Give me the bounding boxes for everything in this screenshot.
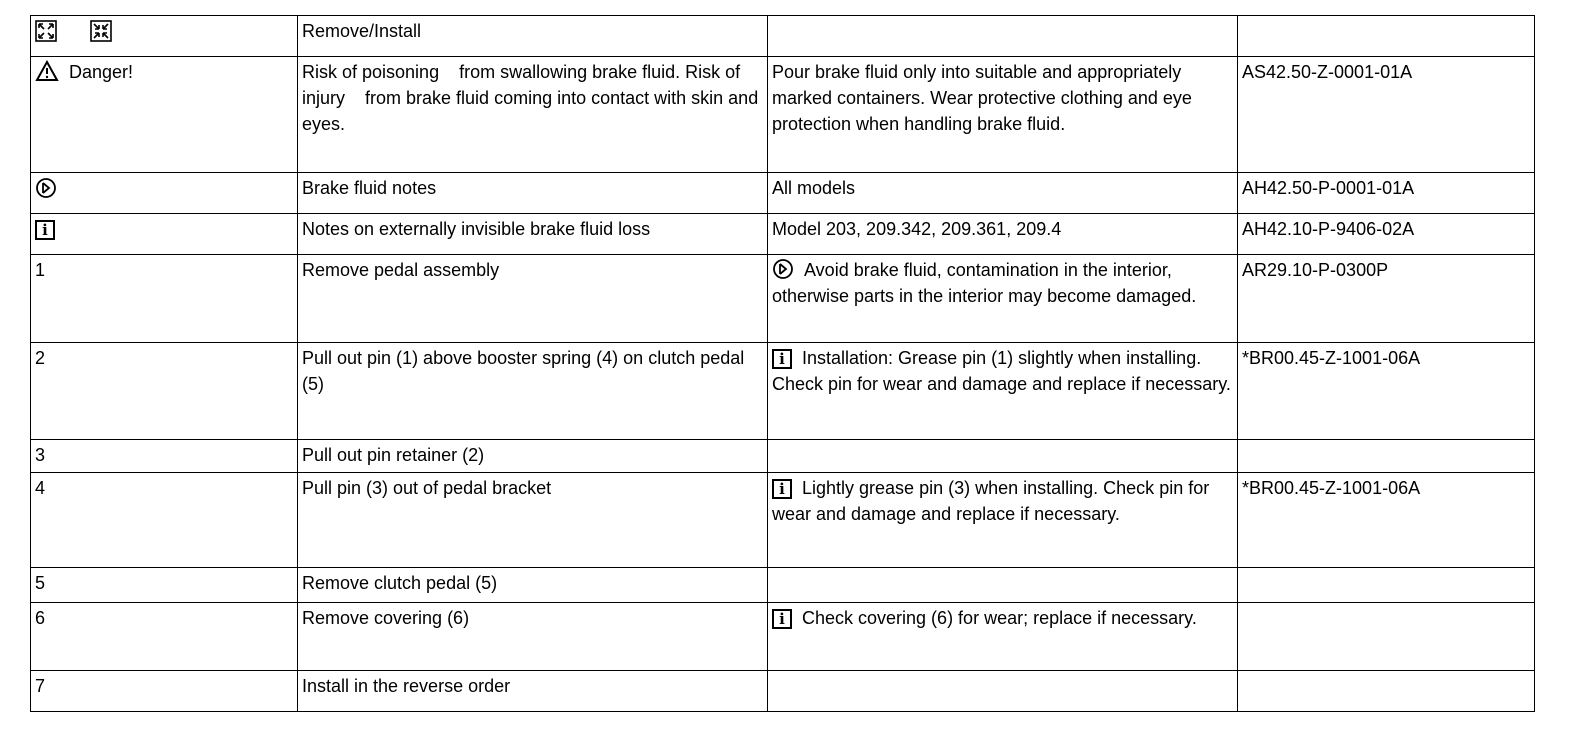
step-row <box>31 255 1535 343</box>
step-number: 6 <box>31 603 298 671</box>
step-row <box>31 440 1535 473</box>
step-ref <box>1238 671 1535 712</box>
step-row <box>31 671 1535 712</box>
danger-cell <box>31 57 298 173</box>
step-note <box>768 473 1238 568</box>
step-ref: *BR00.45-Z-1001-06A <box>1238 343 1535 440</box>
install-icon <box>90 20 112 42</box>
step-number: 3 <box>31 440 298 473</box>
step-note-text: Avoid brake fluid, contamination in the interior, otherwise parts in the interior may become damaged. <box>772 260 1197 306</box>
note-label: Notes on externally invisible brake fluid loss <box>298 214 768 255</box>
procedure-table <box>30 15 1535 712</box>
warning-triangle-icon <box>35 60 59 82</box>
note-detail: All models <box>768 173 1238 214</box>
danger-ref: AS42.50-Z-0001-01A <box>1238 57 1535 173</box>
step-note <box>768 440 1238 473</box>
step-action: Pull pin (3) out of pedal bracket <box>298 473 768 568</box>
step-action: Remove covering (6) <box>298 603 768 671</box>
danger-hazard: Risk of poisoning from swallowing brake fluid. Risk of injury from brake fluid coming into contact with skin and eyes. <box>298 57 768 173</box>
step-note-text: Lightly grease pin (3) when installing. Check pin for wear and damage and replace if necessary. <box>772 478 1210 524</box>
step-action: Remove clutch pedal (5) <box>298 568 768 603</box>
step-row <box>31 568 1535 603</box>
step-number: 7 <box>31 671 298 712</box>
step-note <box>768 603 1238 671</box>
step-action: Pull out pin (1) above booster spring (4) on clutch pedal (5) <box>298 343 768 440</box>
note-label: Brake fluid notes <box>298 173 768 214</box>
step-action: Remove pedal assembly <box>298 255 768 343</box>
step-ref <box>1238 568 1535 603</box>
step-ref <box>1238 440 1535 473</box>
step-number: 1 <box>31 255 298 343</box>
info-box-icon: i <box>772 479 792 499</box>
step-ref <box>1238 603 1535 671</box>
step-number: 5 <box>31 568 298 603</box>
note-row <box>31 214 1535 255</box>
header-notes <box>768 16 1238 57</box>
step-action: Pull out pin retainer (2) <box>298 440 768 473</box>
info-box-icon: i <box>772 609 792 629</box>
step-row <box>31 343 1535 440</box>
step-ref: *BR00.45-Z-1001-06A <box>1238 473 1535 568</box>
step-number: 4 <box>31 473 298 568</box>
remove-install-icons-cell <box>31 16 298 57</box>
danger-measure: Pour brake fluid only into suitable and appropriately marked containers. Wear protective clothing and eye protection when handling brake fluid. <box>768 57 1238 173</box>
danger-row <box>31 57 1535 173</box>
step-action: Install in the reverse order <box>298 671 768 712</box>
header-row <box>31 16 1535 57</box>
header-label: Remove/Install <box>298 16 768 57</box>
note-ref: AH42.10-P-9406-02A <box>1238 214 1535 255</box>
danger-label: Danger! <box>69 62 134 82</box>
note-arrow-icon <box>772 258 794 280</box>
step-note <box>768 255 1238 343</box>
step-note-text: Installation: Grease pin (1) slightly when installing. Check pin for wear and damage and replace if necessary. <box>772 348 1231 394</box>
note-ref: AH42.50-P-0001-01A <box>1238 173 1535 214</box>
note-arrow-icon <box>35 177 57 199</box>
step-note <box>768 343 1238 440</box>
step-note-text: Check covering (6) for wear; replace if necessary. <box>802 608 1197 628</box>
note-row <box>31 173 1535 214</box>
info-box-icon: i <box>772 349 792 369</box>
note-detail: Model 203, 209.342, 209.361, 209.4 <box>768 214 1238 255</box>
step-note <box>768 671 1238 712</box>
info-box-icon: i <box>35 220 55 240</box>
step-ref: AR29.10-P-0300P <box>1238 255 1535 343</box>
remove-icon <box>35 20 57 42</box>
step-note <box>768 568 1238 603</box>
step-row <box>31 603 1535 671</box>
header-ref <box>1238 16 1535 57</box>
step-number: 2 <box>31 343 298 440</box>
step-row <box>31 473 1535 568</box>
